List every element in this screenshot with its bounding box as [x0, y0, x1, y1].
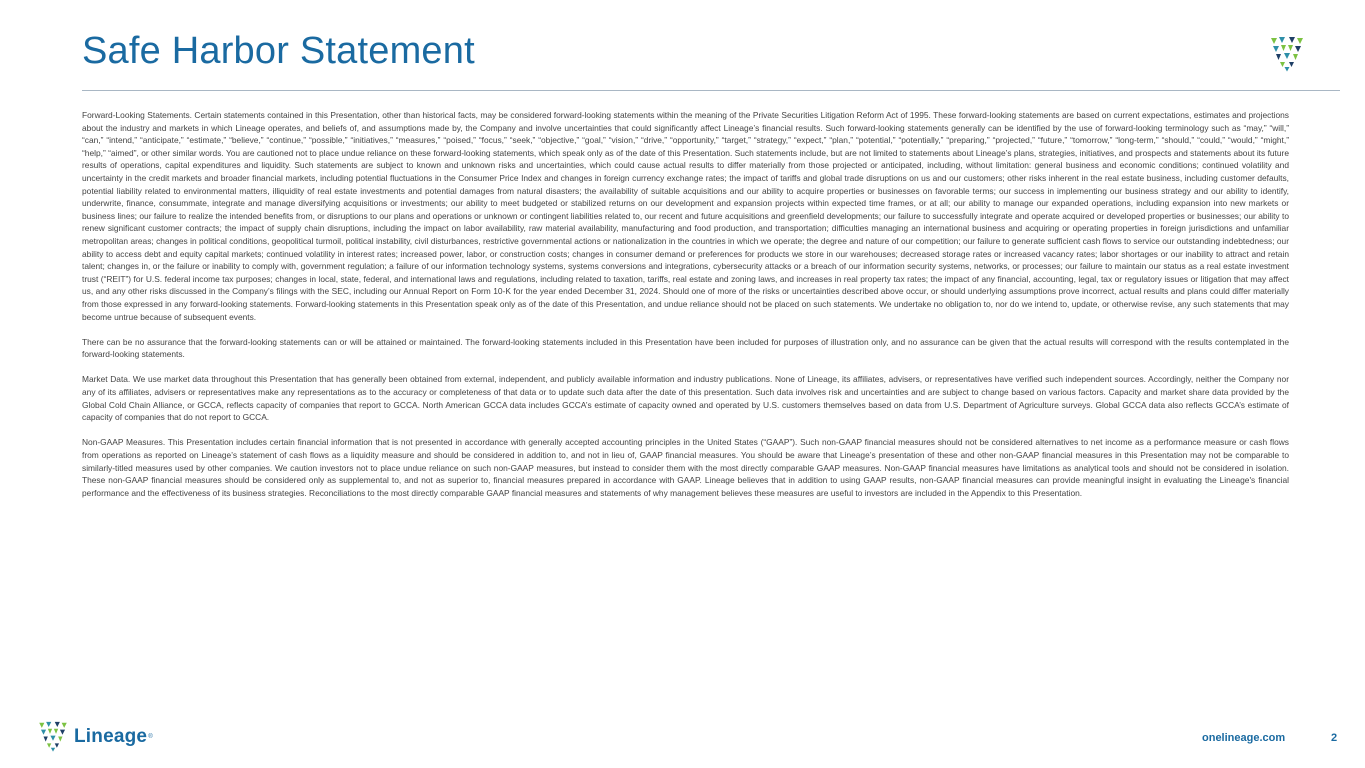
assurance-paragraph: There can be no assurance that the forward-looking statements can or will be attained or maintained. The forward-looking statements included in this Presentation have been included for purposes of illustration only, and no assurance can be given that the actual results will correspond with the results contemplated in the forward-looking statements. [82, 336, 1289, 360]
disclaimer-body [82, 109, 1289, 512]
market-data-paragraph: Market Data. We use market data throughout this Presentation that has generally been obtained from external, independent, and publicly available information and industry publications. None of Lineage, its affiliates, advisers, or representatives have verified such independent sources. Accordingly, neither the Company nor any of its affiliates, advisers or representatives make any representations as to the accuracy or completeness of that data or to update such data after the date of this presentation. Such data involves risk and uncertainties and are subject to change based on various factors. Capacity and market share data provided by the Global Cold Chain Alliance, or GCCA, reflects capacity of companies that report to GCCA. North American GCCA data includes GCCA’s estimate of capacity owned and operated by U.S. customers themselves based on data from U.S. Department of Agriculture surveys. Global GCCA data also reflects GCCA’s estimate of capacity of companies that do not report to GCCA. [82, 374, 1289, 423]
page-number: 2 [1331, 732, 1338, 744]
footer-brand-logo [36, 721, 153, 752]
lineage-shield-icon [1270, 36, 1304, 72]
title-divider [82, 90, 1340, 91]
website-link[interactable]: onelineage.com [1202, 732, 1286, 744]
brand-name: Lineage [74, 725, 148, 747]
slide-title: Safe Harbor Statement [82, 30, 475, 72]
lineage-shield-icon [36, 721, 70, 752]
forward-looking-paragraph: Forward-Looking Statements. Certain statements contained in this Presentation, other than historical facts, may be considered forward-looking statements within the meaning of the Private Securities Litigation Reform Act of 1995. These forward-looking statements are based on current expectations, estimates and projections about the industry and markets in which Lineage operates, and beliefs of, and assumptions made by, the Company and involve uncertainties that could significantly affect Lineage’s financial results. Such forward-looking statements generally can be identified by the use of forward-looking terminology such as “may,” “will,” “can,” “intend,” “anticipate,” “estimate,” “believe,” “continue,” “possible,” “initiatives,” “measures,” “poised,” “focus,” “seek,” “objective,” “goal,” “vision,” “drive,” “opportunity,” “target,” “strategy,” “expect,” “plan,” “potential,” “potentially,” “preparing,” “projected,” “future,” “tomorrow,” “long-term,” “should,” “could,” “would,” “might,” “help,” “aimed”, or other similar words. You are cautioned not to place undue reliance on these forward-looking statements, which speak only as of the date of this Presentation. Such statements include, but are not limited to statements about Lineage’s plans, strategies, initiatives, and prospects and statements about its future results of operations, capital expenditures and liquidity. Such statements are subject to known and unknown risks and uncertainties, which could cause actual results to differ materially from those projected or anticipated, including, without limitation: general business and economic conditions; continued volatility and uncertainty in the credit markets and broader financial markets, including potential fluctuations in the Consumer Price Index and changes in foreign currency exchange rates; the impact of tariffs and global trade disruptions on us and our customers; other risks inherent in the real estate business, including customer defaults, potential liability related to environmental matters, illiquidity of real estate investments and potential damages from natural disasters; the availability of suitable acquisitions and our ability to acquire properties or businesses on favorable terms; our success in implementing our business strategy and our ability to identify, underwrite, finance, consummate, integrate and manage diversifying acquisitions or investments; our ability to meet budgeted or stabilized returns on our development and expansion projects within expected time frames, or at all; our ability to manage our expanded operations, including expansion into new markets or business lines; our failure to realize the intended benefits from, or disruptions to our plans and operations or unknown or contingent liabilities related to, our recent and future acquisitions and greenfield developments; our failure to successfully integrate and operate acquired or developed properties or businesses; our ability to renew significant customer contracts; the impact of supply chain disruptions, including the impact on labor availability, raw material availability, manufacturing and food production, and transportation; difficulties managing an international business and acquiring or operating properties in foreign jurisdictions and unfamiliar metropolitan areas; changes in political conditions, geopolitical turmoil, political instability, civil disturbances, restrictive governmental actions or nationalization in the countries in which we operate; the degree and nature of our competition; our failure to generate sufficient cash flows to service our outstanding indebtedness; our ability to access debt and equity capital markets; continued volatility in interest rates; increased power, labor, or construction costs; changes in consumer demand or preferences for products we store in our warehouses; decreased storage rates or increased vacancy rates; labor shortages or our inability to attract and retain talent; changes in, or the failure or inability to comply with, government regulation; a failure of our information technology systems, systems conversions and integrations, cybersecurity attacks or a breach of our information security systems, networks, or processes; our failure to maintain our status as a real estate investment trust (“REIT”) for U.S. federal income tax purposes; changes in local, state, federal, and international laws and regulations, including related to taxation, tariffs, real estate and zoning laws, and increases in real property tax rates; the impact of any financial, accounting, legal, tax or regulatory issues or litigation that may affect us, and any other risks discussed in the Company’s filings with the SEC, including our Annual Report on Form 10-K for the year ended December 31, 2024. Should one of more of the risks or uncertainties described above occur, or should underlying assumptions prove incorrect, actual results and plans could differ materially from those expressed in any forward-looking statements. Forward-looking statements in this Presentation speak only as of the date of this Presentation, and undue reliance should not be placed on such statements. We undertake no obligation to, nor do we intend to, update, or otherwise revise, any such statements that may become untrue because of subsequent events. [82, 110, 1289, 322]
registered-mark: ® [148, 733, 153, 740]
non-gaap-paragraph: Non-GAAP Measures. This Presentation includes certain financial information that is not presented in accordance with generally accepted accounting principles in the United States (“GAAP”). Such non-GAAP financial measures should not be considered alternatives to net income as a performance measure or cash flows from operations as reported on Lineage’s statement of cash flows as a liquidity measure and should be considered in addition to, and not in lieu of, GAAP financial measures. You should be aware that Lineage’s presentation of these and other non-GAAP financial measures in this Presentation may not be comparable to similarly-titled measures used by other companies. We caution investors not to place undue reliance on such non-GAAP measures, but instead to consider them with the most directly comparable GAAP measures. Non-GAAP financial measures have limitations as analytical tools and should not be considered in isolation. These non-GAAP financial measures should be considered only as supplemental to, and not as superior to, financial measures prepared in accordance with GAAP. Lineage believes that in addition to using GAAP results, non-GAAP financial measures can provide meaningful insight in evaluating the Lineage's financial performance and the effectiveness of its business strategies. Reconciliations to the most directly comparable GAAP financial measures and statements of why management believes these measures are useful to investors are included in the Appendix to this Presentation. [82, 437, 1289, 498]
